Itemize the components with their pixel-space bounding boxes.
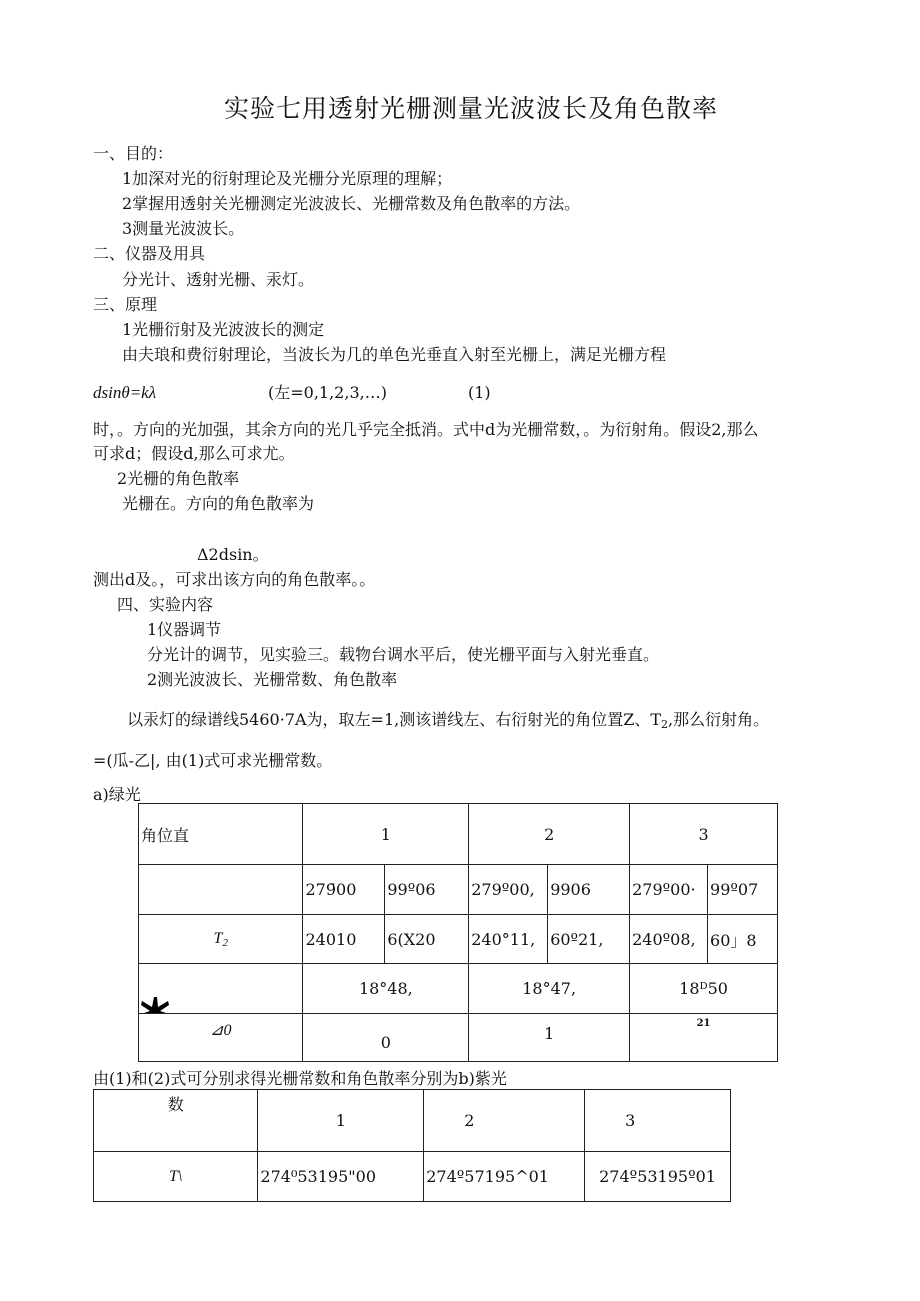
content-subheading-1: 1仪器调节: [147, 620, 222, 639]
table-cell: 数: [94, 1090, 258, 1152]
table-header-row: [139, 804, 778, 865]
table-cell: 角位直: [139, 804, 303, 865]
principle-paragraph-4: 测出d及。，可求出该方向的角色散率。。: [93, 570, 376, 589]
content-paragraph-2: 以汞灯的绿谱线5460·7A为，取左=1,测该谱线左、右衍射光的角位置Z、$T_2$,那么衍射角。: [127, 710, 770, 731]
content-subheading-2: 2测光波波长、光栅常数、角色散率: [147, 670, 398, 689]
table-cell: 0: [303, 1014, 469, 1062]
table-cell: 60」8: [708, 915, 778, 964]
table-cell: 240°11,: [469, 915, 548, 964]
section-heading-content: 四、实验内容: [117, 595, 214, 614]
principle-paragraph-2-line-1: 时，。方向的光加强，其余方向的光几乎完全抵消。式中d为光栅常数，。为衍射角。假设2,那么: [93, 420, 759, 439]
section-heading-instruments: 二、仪器及用具: [93, 244, 206, 263]
table-cell: 3: [585, 1090, 731, 1152]
table-cell-t2: $T_2$: [139, 915, 303, 964]
table-cell: 18ᴰ50: [630, 964, 778, 1014]
table-row: [94, 1152, 731, 1202]
principle-subheading-2: 2光栅的角色散率: [117, 469, 240, 488]
table-header-row: [94, 1090, 731, 1152]
after-table-text: 由(1)和(2)式可分别求得光栅常数和角色散率分别为b)紫光: [93, 1069, 507, 1088]
page-title: 实验七用透射光栅测量光波波长及角色散率: [224, 94, 719, 123]
table-row: [139, 964, 778, 1014]
ink-blot-mark: [140, 995, 170, 1015]
table-cell: 274º53195º01: [585, 1152, 731, 1202]
table-cell: 274º57195^01: [424, 1152, 585, 1202]
purpose-item-2: 2掌握用透射关光栅测定光波波长、光栅常数及角色散率的方法。: [122, 194, 581, 213]
instruments-text: 分光计、透射光栅、汞灯。: [122, 270, 315, 289]
table-cell: 3: [630, 804, 778, 865]
table-cell: 274⁰53195"00: [258, 1152, 424, 1202]
content-paragraph-1: 分光计的调节，见实验三。载物台调水平后，使光栅平面与入射光垂直。: [147, 645, 660, 664]
table-cell: 24010: [303, 915, 385, 964]
section-heading-purpose: 一、目的：: [93, 144, 174, 163]
table-cell: 9906: [548, 865, 630, 915]
principle-paragraph-2-line-2: 可求d；假设d,那么可求尤。: [93, 444, 295, 463]
table-cell: 18°48,: [303, 964, 469, 1014]
table-row: [139, 1014, 778, 1062]
principle-subheading-1: 1光栅衍射及光波波长的测定: [122, 320, 325, 339]
table-cell: 279º00·: [630, 865, 708, 915]
table-cell: 1: [303, 804, 469, 865]
table-cell: 21: [630, 1014, 778, 1062]
dispersion-formula: Δ2dsin。: [197, 545, 269, 564]
purpose-item-3: 3测量光波波长。: [122, 219, 245, 238]
table-cell: 2: [469, 804, 630, 865]
green-light-label: a)绿光: [93, 785, 141, 804]
purpose-item-1: 1加深对光的衍射理论及光栅分光原理的理解；: [122, 169, 453, 188]
table-cell: ⊿0: [139, 1014, 303, 1062]
table-row: [139, 865, 778, 915]
table-cell: 279̄00: [303, 865, 385, 915]
table-cell: 18°47,: [469, 964, 630, 1014]
table-cell: 99º07: [708, 865, 778, 915]
table-cell: 1: [258, 1090, 424, 1152]
green-light-table: [138, 803, 778, 1062]
principle-paragraph-3: 光栅在。方向的角色散率为: [122, 494, 315, 513]
equation-number: (1): [468, 383, 491, 402]
table-cell: 6(X20: [385, 915, 469, 964]
content-paragraph-3: =(瓜-乙|, 由(1)式可求光栅常数。: [93, 751, 333, 770]
table-cell: 1: [469, 1014, 630, 1062]
table-row: [139, 915, 778, 964]
purple-light-table: [93, 1089, 731, 1202]
table-cell: 279º00,: [469, 865, 548, 915]
section-heading-principle: 三、原理: [93, 295, 158, 314]
grating-equation: dsinθ=kλ: [93, 383, 157, 402]
table-cell: 60º21,: [548, 915, 630, 964]
table-cell: 99º06: [385, 865, 469, 915]
table-cell: T\: [94, 1152, 258, 1202]
equation-condition: (左=0,1,2,3,…): [268, 383, 387, 402]
table-cell: 2: [424, 1090, 585, 1152]
principle-paragraph-1: 由夫琅和费衍射理论，当波长为几的单色光垂直入射至光栅上，满足光栅方程: [122, 345, 667, 364]
table-cell: [139, 865, 303, 915]
table-cell: 240º08,: [630, 915, 708, 964]
